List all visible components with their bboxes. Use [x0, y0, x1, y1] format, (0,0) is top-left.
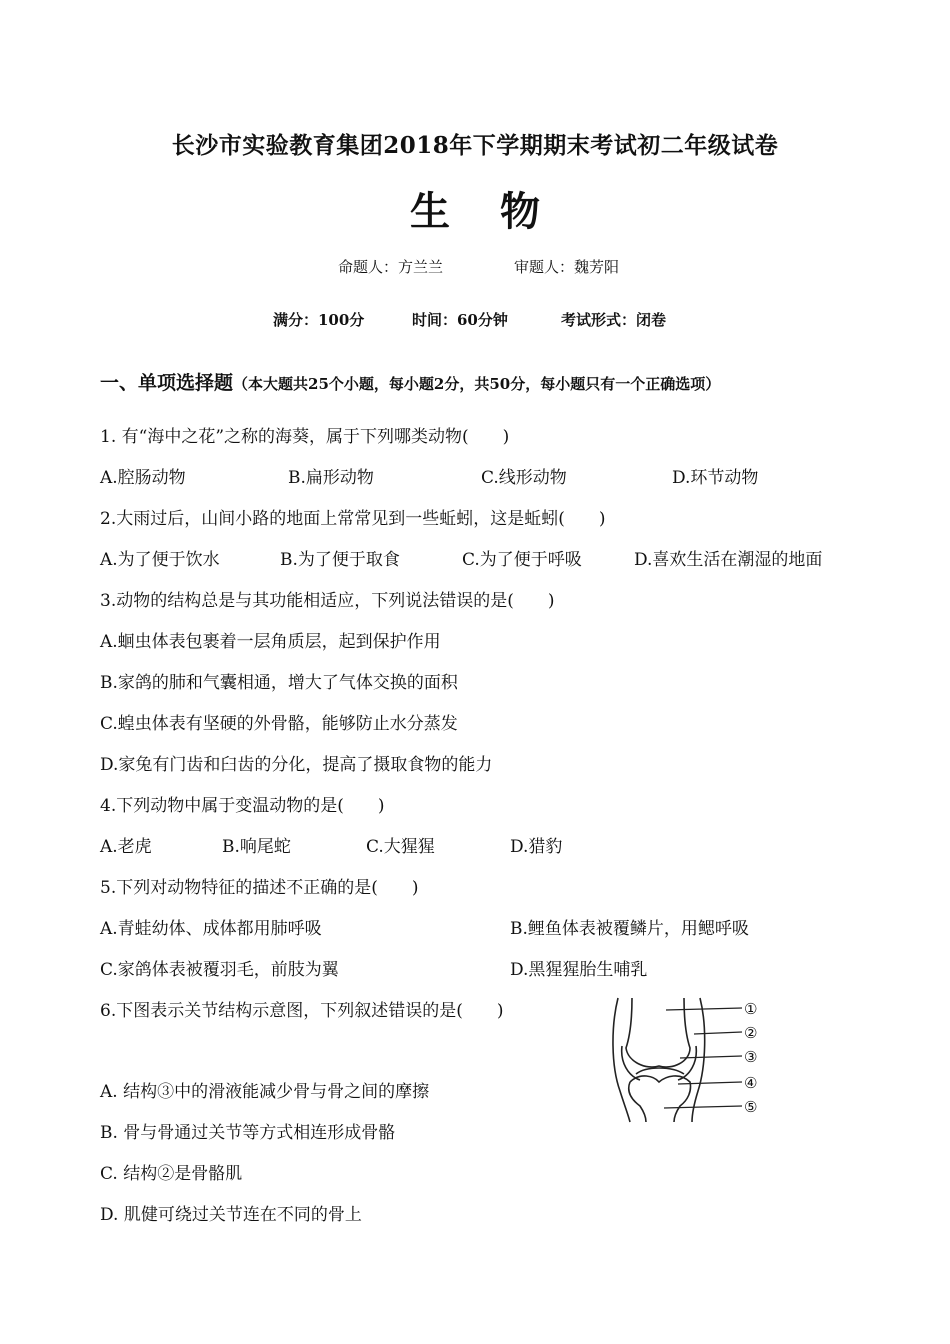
diagram-label-5: ⑤: [744, 1098, 758, 1116]
question-4-option-a: A.老虎: [100, 837, 152, 857]
exam-title: 长沙市实验教育集团2018年下学期期末考试初二年级试卷: [171, 132, 779, 159]
question-2-option-a: A.为了便于饮水: [100, 550, 220, 570]
diagram-label-4: ④: [744, 1074, 758, 1092]
question-5-option-d: D.黑猩猩胎生哺乳: [510, 960, 648, 980]
joint-capsule: [622, 1046, 697, 1080]
subject-title: 生物: [410, 188, 590, 235]
question-3-option-c: C.蝗虫体表有坚硬的外骨骼，能够防止水分蒸发: [100, 714, 458, 734]
outer-tissue-left: [613, 998, 630, 1122]
question-2-option-b: B.为了便于取食: [280, 550, 400, 570]
question-3-stem: 3.动物的结构总是与其功能相适应，下列说法错误的是( ): [100, 591, 555, 611]
question-2-stem: 2.大雨过后，山间小路的地面上常常见到一些蚯蚓，这是蚯蚓( ): [100, 509, 606, 529]
joint-structure-diagram: [606, 996, 766, 1124]
section-note: （本大题共25个小题，每小题2分，共50分，每小题只有一个正确选项）: [233, 375, 721, 393]
exam-form: 考试形式：闭卷: [561, 311, 667, 329]
full-score: 满分：100分: [273, 311, 365, 329]
question-1-option-b: B.扁形动物: [288, 468, 374, 488]
question-4-stem: 4.下列动物中属于变温动物的是( ): [100, 796, 385, 816]
question-5-option-c: C.家鸽体表被覆羽毛，前肢为翼: [100, 960, 339, 980]
question-3-option-a: A.蛔虫体表包裹着一层角质层，起到保护作用: [100, 632, 441, 652]
reviewer: 审题人：魏芳阳: [514, 258, 620, 276]
question-4-option-b: B.响尾蛇: [222, 837, 291, 857]
setter: 命题人：方兰兰: [338, 258, 444, 276]
question-1-option-a: A.腔肠动物: [100, 468, 186, 488]
section-heading: [100, 368, 720, 395]
question-2-option-c: C.为了便于呼吸: [462, 550, 582, 570]
question-2-option-d: D.喜欢生活在潮湿的地面: [634, 550, 823, 570]
question-6-option-d: D. 肌健可绕过关节连在不同的骨上: [100, 1205, 362, 1225]
question-5-stem: 5.下列对动物特征的描述不正确的是( ): [100, 878, 419, 898]
section-title: 一、单项选择题: [100, 372, 234, 394]
joint-cavity: [636, 1068, 684, 1074]
question-4-option-c: C.大猩猩: [366, 837, 435, 857]
question-5-option-a: A.青蛙幼体、成体都用肺呼吸: [100, 919, 322, 939]
question-3-option-d: D.家兔有门齿和臼齿的分化，提高了摄取食物的能力: [100, 755, 493, 775]
question-3-option-b: B.家鸽的肺和气囊相通，增大了气体交换的面积: [100, 673, 458, 693]
question-4-option-d: D.猎豹: [510, 837, 563, 857]
diagram-label-1: ①: [744, 1000, 758, 1018]
question-6-option-c: C. 结构②是骨骼肌: [100, 1164, 243, 1184]
diagram-label-2: ②: [744, 1024, 758, 1042]
joint-diagram-svg: [606, 996, 766, 1124]
question-6-option-a: A. 结构③中的滑液能减少骨与骨之间的摩擦: [100, 1082, 430, 1102]
lower-bone: [629, 1076, 691, 1122]
diagram-label-3: ③: [744, 1048, 758, 1066]
question-1-stem: 1. 有“海中之花”之称的海葵，属于下列哪类动物( ): [100, 427, 510, 447]
question-1-option-d: D.环节动物: [672, 468, 759, 488]
question-5-option-b: B.鲤鱼体表被覆鳞片，用鳃呼吸: [510, 919, 749, 939]
exam-time: 时间：60分钟: [412, 311, 508, 329]
question-6-stem: 6.下图表示关节结构示意图，下列叙述错误的是( ): [100, 1001, 504, 1021]
question-6-option-b: B. 骨与骨通过关节等方式相连形成骨骼: [100, 1123, 396, 1143]
question-1-option-c: C.线形动物: [481, 468, 567, 488]
outer-tissue-right: [692, 998, 705, 1122]
upper-bone: [626, 998, 690, 1067]
